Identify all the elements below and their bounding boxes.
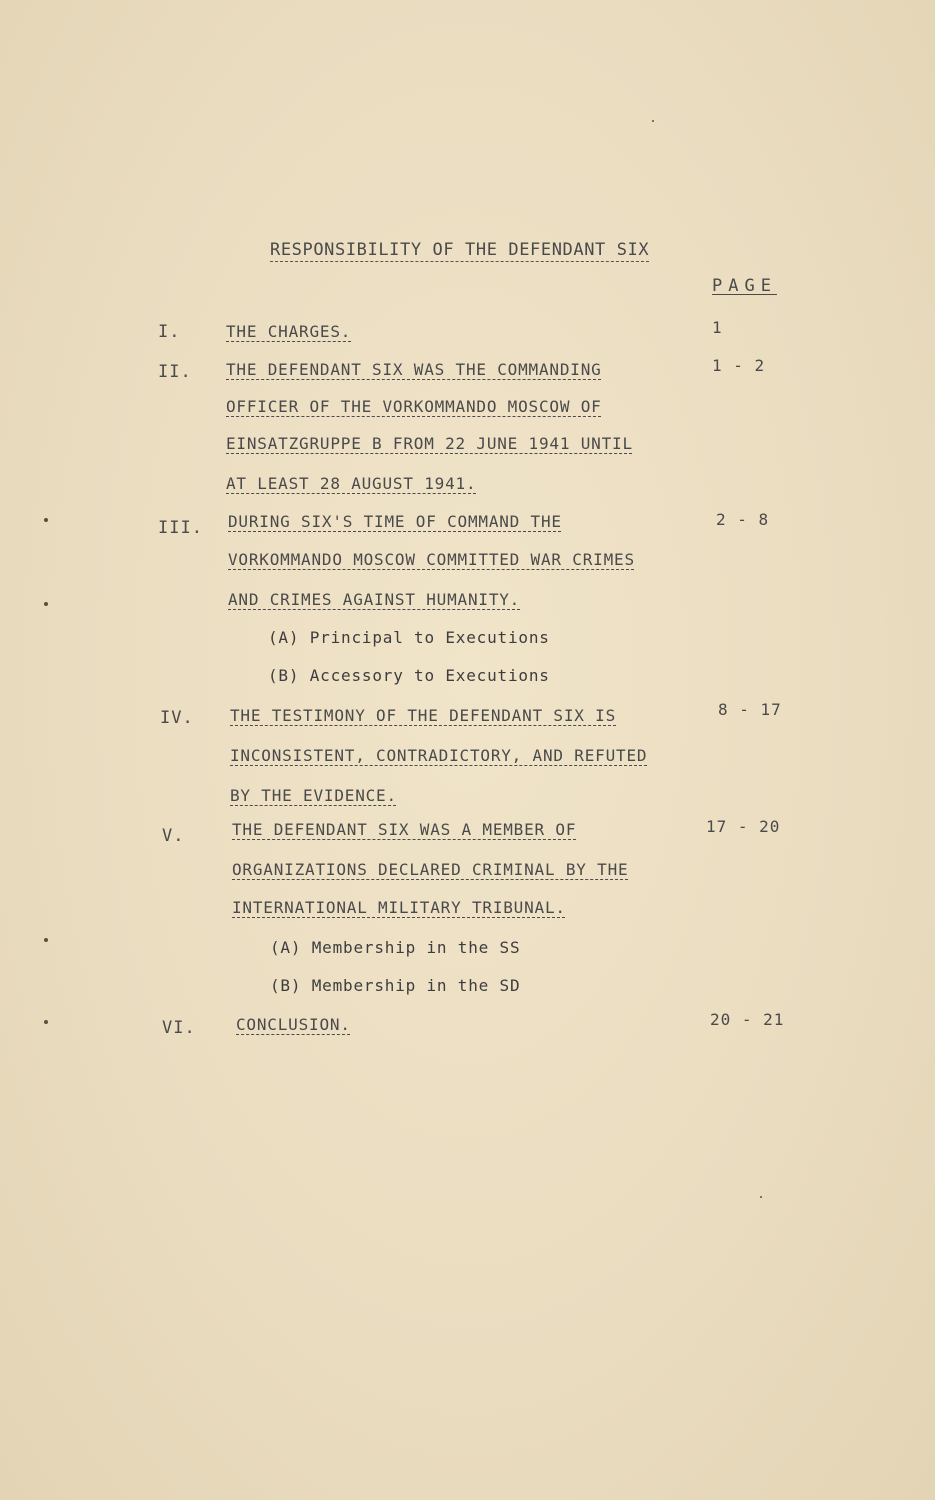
section-numeral: VI. — [162, 1018, 196, 1038]
paper-speck — [652, 120, 654, 122]
section-heading-line: OFFICER OF THE VORKOMMANDO MOSCOW OF — [226, 397, 602, 416]
section-heading-line: THE DEFENDANT SIX WAS THE COMMANDING — [226, 360, 602, 379]
section-numeral: V. — [162, 826, 185, 846]
section-heading-line: INTERNATIONAL MILITARY TRIBUNAL. — [232, 898, 566, 917]
section-heading-line: THE DEFENDANT SIX WAS A MEMBER OF — [232, 820, 577, 839]
page-range: 1 — [712, 318, 723, 337]
page-range: 20 - 21 — [710, 1010, 785, 1029]
page-range: 8 - 17 — [718, 700, 782, 719]
paper-speck — [44, 518, 48, 522]
paper-speck — [44, 1020, 48, 1024]
section-numeral: III. — [158, 518, 203, 538]
section-heading-line: ORGANIZATIONS DECLARED CRIMINAL BY THE — [232, 860, 629, 879]
page-column-header: PAGE — [712, 276, 777, 296]
subitem: (B) Membership in the SD — [270, 976, 521, 995]
section-numeral: I. — [158, 322, 181, 342]
subitem: (B) Accessory to Executions — [268, 666, 550, 685]
section-numeral: IV. — [160, 708, 194, 728]
section-heading-line: INCONSISTENT, CONTRADICTORY, AND REFUTED — [230, 746, 648, 765]
page-range: 2 - 8 — [716, 510, 770, 529]
paper-speck — [44, 602, 48, 606]
section-heading-line: VORKOMMANDO MOSCOW COMMITTED WAR CRIMES — [228, 550, 635, 569]
section-heading-line: DURING SIX'S TIME OF COMMAND THE — [228, 512, 562, 531]
section-heading-line: AND CRIMES AGAINST HUMANITY. — [228, 590, 521, 609]
paper-speck — [760, 1196, 762, 1198]
section-heading-line: THE CHARGES. — [226, 322, 352, 341]
subitem: (A) Principal to Executions — [268, 628, 550, 647]
subitem: (A) Membership in the SS — [270, 938, 521, 957]
section-numeral: II. — [158, 362, 192, 382]
section-heading-line: AT LEAST 28 AUGUST 1941. — [226, 474, 477, 493]
section-heading-line: BY THE EVIDENCE. — [230, 786, 397, 805]
section-heading-line: EINSATZGRUPPE B FROM 22 JUNE 1941 UNTIL — [226, 434, 633, 453]
section-heading-line: THE TESTIMONY OF THE DEFENDANT SIX IS — [230, 706, 617, 725]
document-title: RESPONSIBILITY OF THE DEFENDANT SIX — [270, 240, 650, 260]
page-range: 1 - 2 — [712, 356, 766, 375]
paper-speck — [44, 938, 48, 942]
page-range: 17 - 20 — [706, 817, 781, 836]
section-heading-line: CONCLUSION. — [236, 1015, 351, 1034]
